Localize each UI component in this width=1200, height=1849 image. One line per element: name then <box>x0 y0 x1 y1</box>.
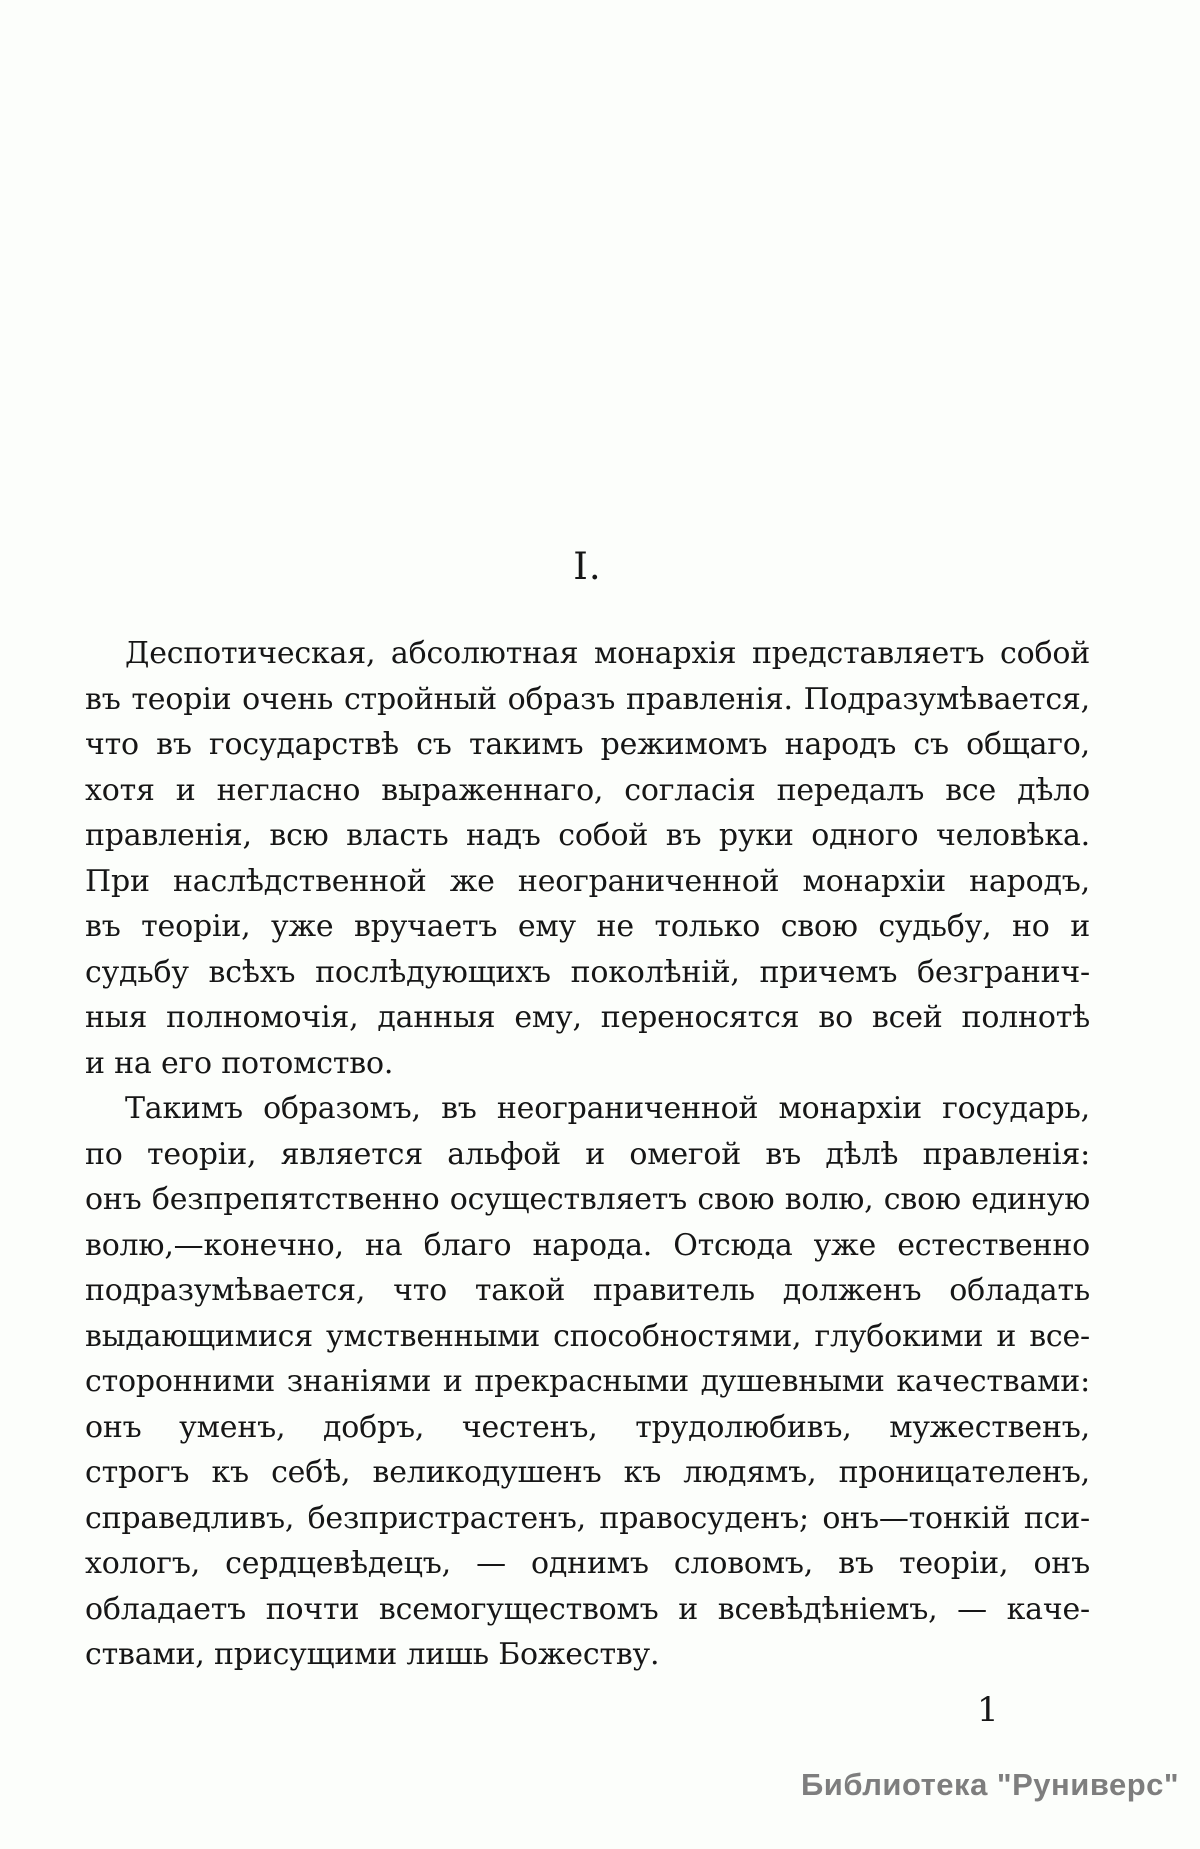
text-line: въ теоріи, уже вручаетъ ему не только свою судьбу, но и <box>85 909 1090 944</box>
text-line: выдающимися умственными способностями, глубокими и все- <box>85 1318 1090 1354</box>
text-line: волю,—конечно, на благо народа. Отсюда уже естественно <box>85 1227 1090 1263</box>
text-line: судьбу всѣхъ послѣдующихъ поколѣній, причемъ безгранич- <box>85 954 1090 990</box>
text-line: по теоріи, является альфой и омегой въ дѣлѣ правленія: <box>85 1136 1090 1172</box>
text-line: онъ уменъ, добръ, честенъ, трудолюбивъ, мужественъ, <box>85 1409 1090 1445</box>
chapter-heading: I. <box>573 545 602 588</box>
text-line: хологъ, сердцевѣдецъ, — однимъ словомъ, въ теоріи, онъ <box>85 1546 1090 1581</box>
text-line: сторонними знаніями и прекрасными душевными качествами: <box>85 1364 1090 1399</box>
text-line: что въ государствѣ съ такимъ режимомъ народъ съ общаго, <box>85 727 1090 762</box>
text-line: въ теоріи очень стройный образъ правленія. Подразумѣвается, <box>85 681 1090 717</box>
text-line: онъ безпрепятственно осуществляетъ свою волю, свою единую <box>85 1182 1090 1217</box>
paragraph-2 <box>85 1086 1090 1678</box>
text-line: подразумѣвается, что такой правитель долженъ обладать <box>85 1273 1090 1308</box>
text-line: правленія, всю власть надъ собой въ руки одного человѣка. <box>85 818 1090 853</box>
text-line: обладаетъ почти всемогуществомъ и всевѣдѣніемъ, — каче- <box>85 1591 1090 1627</box>
library-watermark: Библиотека "Руниверс" <box>801 1767 1180 1802</box>
text-line: справедливъ, безпристрастенъ, правосуденъ; онъ—тонкій пси- <box>85 1500 1090 1536</box>
page-number: 1 <box>977 1690 999 1730</box>
text-line: строгъ къ себѣ, великодушенъ къ людямъ, проницателенъ, <box>85 1455 1090 1490</box>
page-body <box>85 631 1090 1678</box>
text-line: ствами, присущими лишь Божеству. <box>85 1637 660 1672</box>
paragraph-1 <box>85 631 1090 1086</box>
text-line: Деспотическая, абсолютная монархія представляетъ собой <box>125 636 1090 671</box>
text-line: Такимъ образомъ, въ неограниченной монархіи государь, <box>125 1091 1090 1126</box>
text-line: и на его потомство. <box>85 1045 394 1081</box>
text-line: хотя и негласно выраженнаго, согласія передалъ все дѣло <box>85 772 1090 808</box>
text-line: ныя полномочія, данныя ему, переносятся во всей полнотѣ <box>85 1000 1090 1035</box>
text-line: При наслѣдственной же неограниченной монархіи народъ, <box>85 863 1090 899</box>
